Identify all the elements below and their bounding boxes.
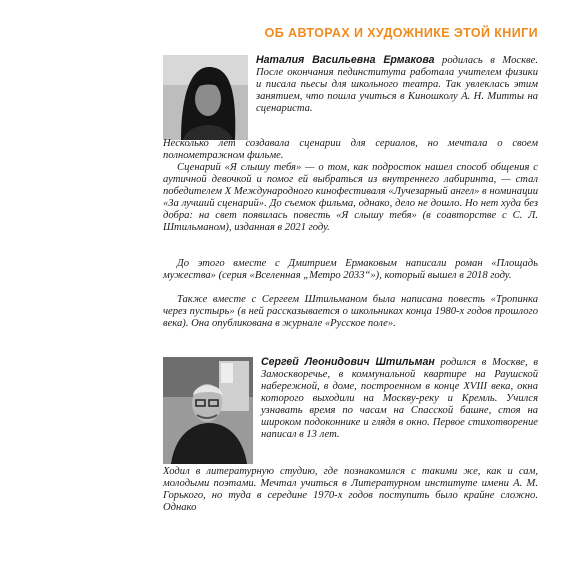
author2-bio-continued: Ходил в литературную студию, где познакомился с такими же, как и сам, молодыми поэтами. Мечтал учиться в Литературном институте имени А. М. Горького, но туда в середине 1970-х годов поступить было крайне сложно. Однако <box>163 466 538 513</box>
author1-intro <box>256 54 538 115</box>
author1-paragraph-4: Также вместе с Сергеем Штильманом была написана повесть «Тропинка через пустырь» (в ней рассказывается о школьниках конца 1980-х годов прошлого века). Она опубликована в журнале «Русское поле». <box>163 294 538 329</box>
author1-bio-start: родилась в Москве. После окончания пединститута работала учителем физики и писала пьесы для школьного театра. Так увлеклась этим занятием, что пошла учиться в Киношколу А. Н. Митты на сценариста. <box>256 55 538 114</box>
author1-name: Наталия Васильевна Ермакова <box>256 54 435 66</box>
author-photo-ermakova <box>163 55 248 140</box>
author1-paragraph-3: До этого вместе с Дмитрием Ермаковым написали роман «Площадь мужества» (серия «Вселенная „Метро 2033“»), который вышел в 2018 году. <box>163 258 538 281</box>
portrait-photo-woman-icon <box>163 55 248 140</box>
author-photo-shtilman <box>163 357 253 464</box>
author2-name: Сергей Леонидович Штильман <box>261 356 435 368</box>
author2-intro <box>261 356 538 441</box>
portrait-photo-man-icon <box>163 357 253 464</box>
author2-bio-start: родился в Москве, в Замоскворечье, в коммунальной квартире на Раушской набережной, в доме, построенном в конце XVIII века, окна которого выходили на Москву-реку и Кремль. Учился узнавать время по часам на Спасской башне, стоя на широком подоконнике и глядя в окно. Первое стихотворение написал в 13 лет. <box>261 357 538 440</box>
author1-bio-continued: Несколько лет создавала сценарии для сериалов, но мечтала о своем полнометражном фильме. <box>163 138 538 161</box>
page-heading: ОБ АВТОРАХ И ХУДОЖНИКЕ ЭТОЙ КНИГИ <box>264 26 538 40</box>
author1-paragraph-2: Сценарий «Я слышу тебя» — о том, как подросток нашел способ общения с аутичной девочкой и помог ей выбраться из внутреннего лабиринта, — стал победителем X Международного кинофестиваля «Лучезарный ангел» в номинации «За лучший сценарий». До съемок фильма, однако, дело не дошло. Но нет худа без добра: на свет появилась повесть «Я слышу тебя» (в соавторстве с С. Л. Штильманом), изданная в 2021 году. <box>163 162 538 233</box>
